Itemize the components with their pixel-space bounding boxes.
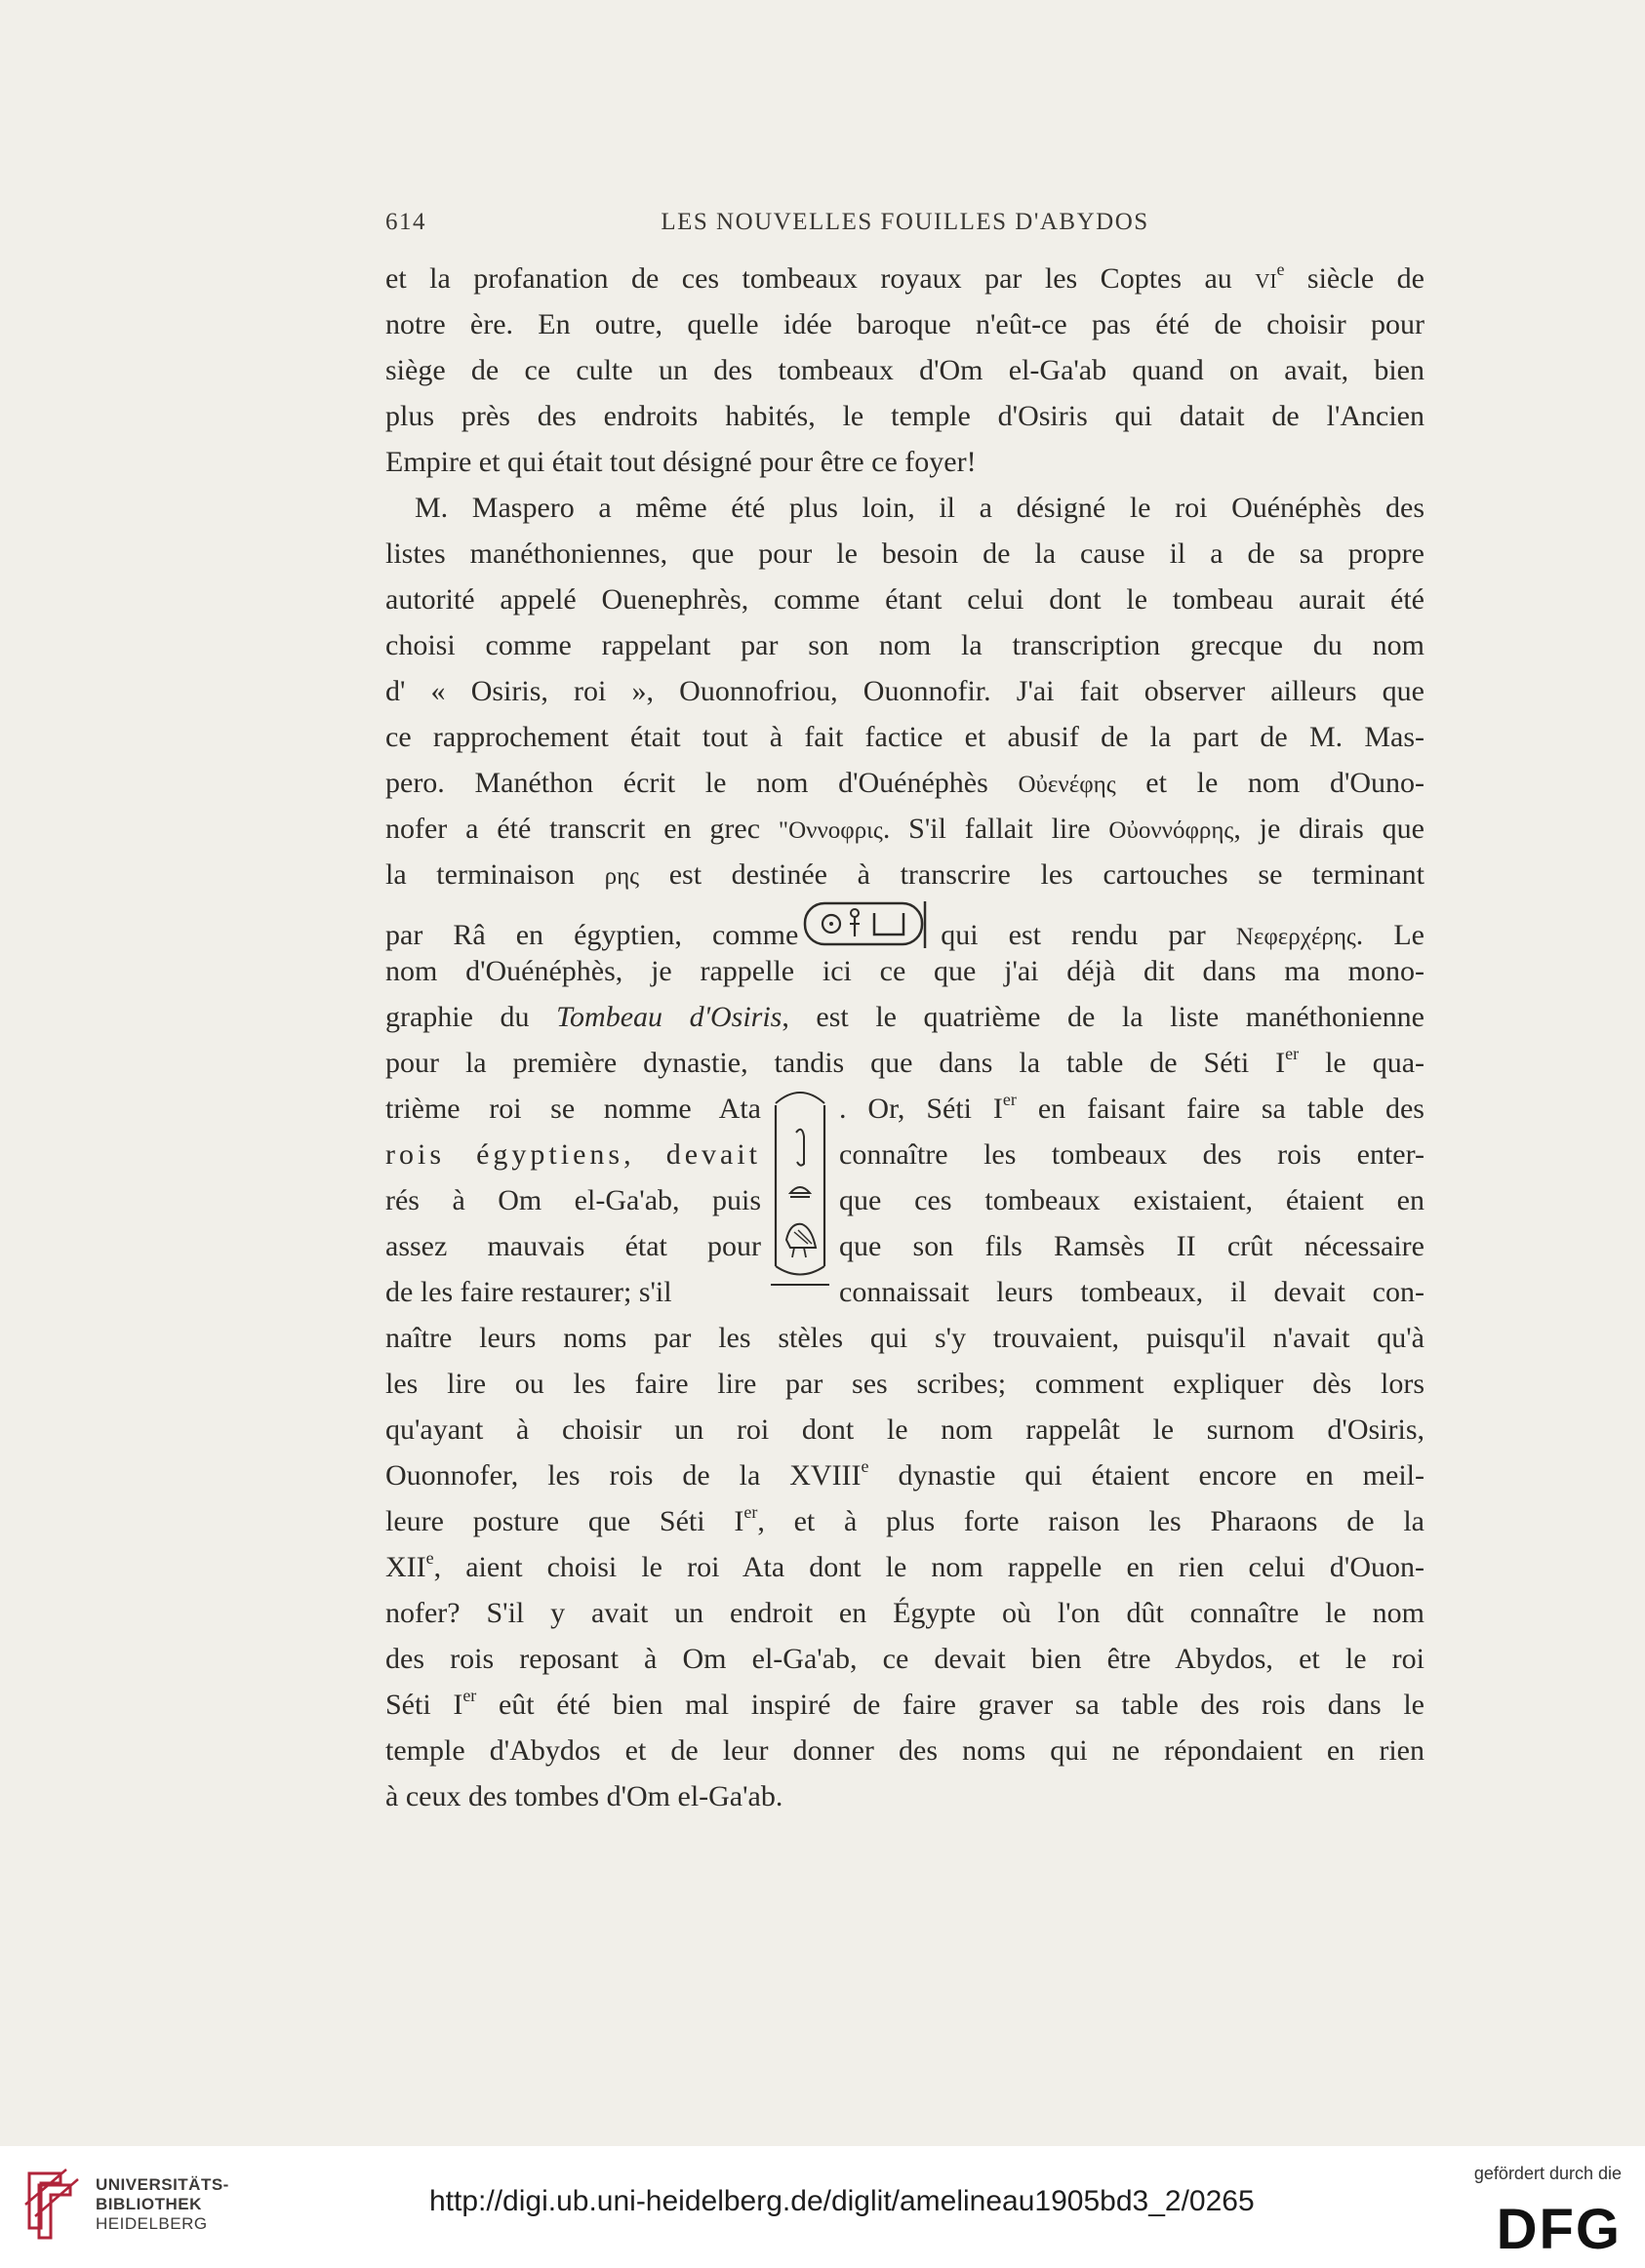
greek-word: ρης [604,863,640,890]
text-line: et la profanation de ces tombeaux royaux par les Coptes au $vi^e$ siècle de [385,259,1425,295]
left-column [385,1086,761,1269]
text-line: pour la première dynastie, tandis que dans la table de Séti Ier le qua- [385,1044,1424,1079]
text-line: nofer? S'il y avait un endroit en Égypte où l'on dût connaître le nom [385,1597,1424,1629]
text-line: listes manéthoniennes, que pour le besoin de la cause il a de sa propre [385,537,1424,570]
library-logo-icon[interactable] [21,2166,86,2248]
book-title: Tombeau d'Osiris [556,1001,782,1033]
text-line: nom d'Ouénéphès, je rappelle ici ce que j'ai déjà dit dans ma mono- [385,955,1424,987]
running-title: LES NOUVELLES FOUILLES D'ABYDOS [661,209,1149,235]
text-line: plus près des endroits habités, le temple d'Osiris qui datait de l'Ancien [385,400,1424,432]
text-line: notre ère. En outre, quelle idée baroque n'eût-ce pas été de choisir pour [385,308,1424,340]
text-line: graphie du Tombeau d'Osiris, est le quatrième de la liste manéthonienne [385,1001,1424,1033]
library-name: UNIVERSITÄTS- BIBLIOTHEK HEIDELBERG [96,2175,229,2233]
text-line: que ces tombeaux existaient, étaient en [839,1184,1424,1216]
cartouche-vertical-icon [761,1076,839,1300]
dfg-logo[interactable]: DFG [1496,2198,1622,2261]
permalink-url[interactable]: http://digi.ub.uni-heidelberg.de/diglit/amelineau1905bd3_2/0265 [429,2185,1255,2217]
text-line: leure posture que Séti Ier, et à plus forte raison les Pharaons de la [385,1502,1424,1537]
text-line: de les faire restaurer; s'il connaissait leurs tombeaux, il devait con- [385,1276,1424,1308]
text-line: les lire ou les faire lire par ses scribes; comment expliquer dès lors [385,1368,1424,1400]
greek-word: "Οννοφρις [778,817,883,844]
text-line: trième roi se nomme Ata [385,1093,761,1125]
cartouche-text-block [385,1086,1424,1315]
greek-word: Νεφερχέρης [1235,924,1356,950]
text-line: assez mauvais état pour [385,1230,761,1262]
text-line: Séti Ier eût été bien mal inspiré de faire graver sa table des rois dans le [385,1686,1424,1721]
greek-word: Οὐενέφης [1018,772,1116,798]
text-line: nofer a été transcrit en grec "Οννοφρις. S'il fallait lire Οὐοννόφρης, je dirais que [385,813,1424,845]
body-text [385,256,1424,1819]
text-line: à ceux des tombes d'Om el-Ga'ab. [385,1780,783,1812]
text-line: . Or, Séti Ier en faisant faire sa table des [839,1090,1424,1125]
text-line: rés à Om el-Ga'ab, puis [385,1184,761,1216]
right-column [839,1086,1424,1269]
text-line: autorité appelé Ouenephrès, comme étant celui dont le tombeau aurait été [385,583,1424,616]
text-line: que son fils Ramsès II crût nécessaire [839,1230,1424,1262]
text-line: M. Maspero a même été plus loin, il a désigné le roi Ouénéphès des [415,492,1424,524]
text-line: par Râ en égyptien, comme qui est rendu par Νεφερχέρης. Le [385,897,1424,948]
text-line: qu'ayant à choisir un roi dont le nom rappelât le surnom d'Osiris, [385,1413,1424,1446]
funding-label: gefördert durch die [1473,2164,1622,2183]
text-line: naître leurs noms par les stèles qui s'y trouvaient, puisqu'il n'avait qu'à [385,1322,1424,1354]
text-line: pero. Manéthon écrit le nom d'Ouénéphès Οὐενέφης et le nom d'Ouno- [385,767,1424,799]
text-line: Empire et qui était tout désigné pour être ce foyer! [385,446,977,478]
text-line: d' « Osiris, roi », Ouonnofriou, Ouonnofir. J'ai fait observer ailleurs que [385,675,1424,707]
text-line: ce rapprochement était tout à fait factice et abusif de la part de M. Mas- [385,721,1424,753]
text-line: des rois reposant à Om el-Ga'ab, ce devait bien être Abydos, et le roi [385,1643,1424,1675]
cartouche-horizontal-icon [802,897,937,950]
greek-word: Οὐοννόφρης [1108,817,1234,844]
text-line: la terminaison ρης est destinée à transcrire les cartouches se terminant [385,858,1424,891]
text-line: connaître les tombeaux des rois enter- [839,1138,1424,1171]
page-number: 614 [385,209,426,235]
text-line: siège de ce culte un des tombeaux d'Om el-Ga'ab quand on avait, bien [385,354,1424,386]
text-line: rois égyptiens, devait [385,1138,761,1171]
text-line: temple d'Abydos et de leur donner des noms qui ne répondaient en rien [385,1734,1424,1767]
page-header [385,209,1424,248]
text-line: choisi comme rappelant par son nom la transcription grecque du nom [385,629,1424,661]
text-line: Ouonnofer, les rois de la XVIIIe dynastie qui étaient encore en meil- [385,1456,1424,1492]
text-line: XIIe, aient choisi le roi Ata dont le nom rappelle en rien celui d'Ouon- [385,1548,1424,1583]
viewer-footer [0,2146,1645,2268]
